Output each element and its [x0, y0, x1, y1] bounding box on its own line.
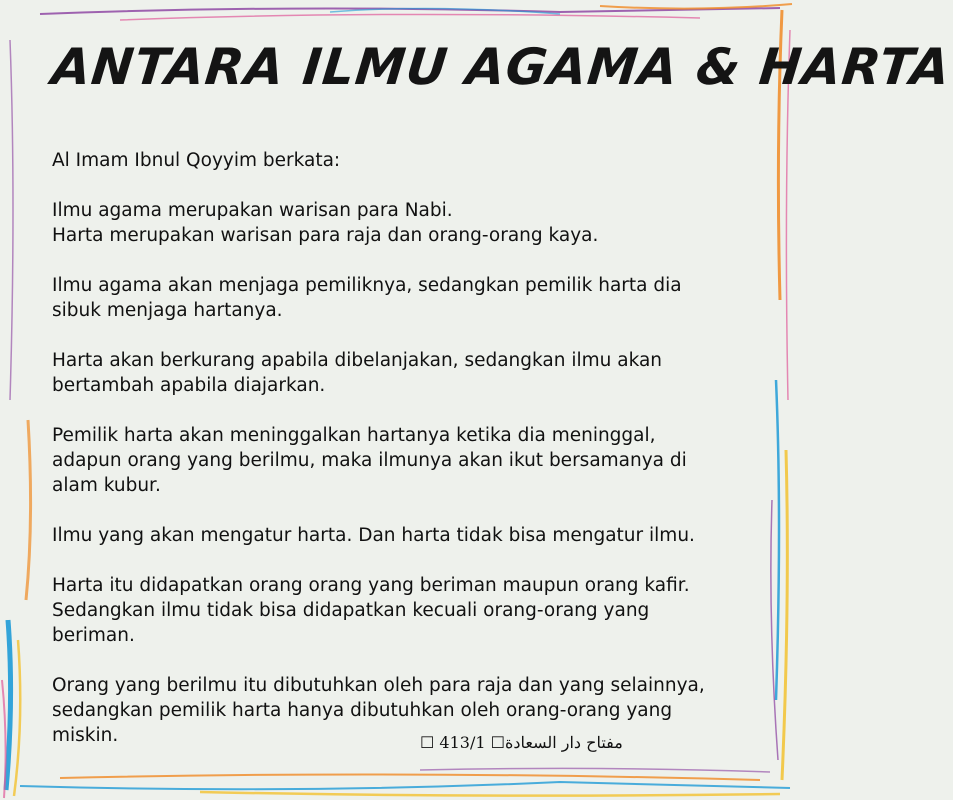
text-line: Ilmu agama akan menjaga pemiliknya, sedangkan pemilik harta dia — [52, 275, 682, 296]
paragraph — [52, 673, 762, 748]
paragraph — [52, 198, 762, 248]
text-line: sibuk menjaga hartanya. — [52, 300, 283, 321]
text-line: Orang yang berilmu itu dibutuhkan oleh para raja dan yang selainnya, — [52, 675, 705, 696]
paragraph — [52, 348, 762, 398]
text-line: beriman. — [52, 625, 135, 646]
text-line: Sedangkan ilmu tidak bisa didapatkan kecuali orang-orang yang — [52, 600, 650, 621]
paragraph — [52, 423, 762, 498]
paragraph — [52, 573, 762, 648]
text-line: Pemilik harta akan meninggalkan hartanya ketika dia meninggal, — [52, 425, 656, 446]
quote-body — [52, 148, 762, 748]
text-line: Ilmu agama merupakan warisan para Nabi. — [52, 200, 453, 221]
text-line: Harta merupakan warisan para raja dan orang-orang kaya. — [52, 225, 599, 246]
paragraph — [52, 523, 762, 548]
page-title: ANTARA ILMU AGAMA & HARTA — [48, 38, 953, 96]
text-line: Al Imam Ibnul Qoyyim berkata: — [52, 150, 341, 171]
paragraph — [52, 148, 762, 173]
source-reference: ☐ 413/1 ☐مفتاح دار السعادة — [420, 733, 623, 752]
text-line: Ilmu yang akan mengatur harta. Dan harta tidak bisa mengatur ilmu. — [52, 525, 695, 546]
text-line: alam kubur. — [52, 475, 161, 496]
text-line: bertambah apabila diajarkan. — [52, 375, 326, 396]
paragraph — [52, 273, 762, 323]
text-line: miskin. — [52, 725, 119, 746]
text-line: adapun orang yang berilmu, maka ilmunya akan ikut bersamanya di — [52, 450, 687, 471]
text-line: Harta akan berkurang apabila dibelanjakan, sedangkan ilmu akan — [52, 350, 663, 371]
text-line: Harta itu didapatkan orang orang yang beriman maupun orang kafir. — [52, 575, 690, 596]
text-line: sedangkan pemilik harta hanya dibutuhkan oleh orang-orang yang — [52, 700, 673, 721]
